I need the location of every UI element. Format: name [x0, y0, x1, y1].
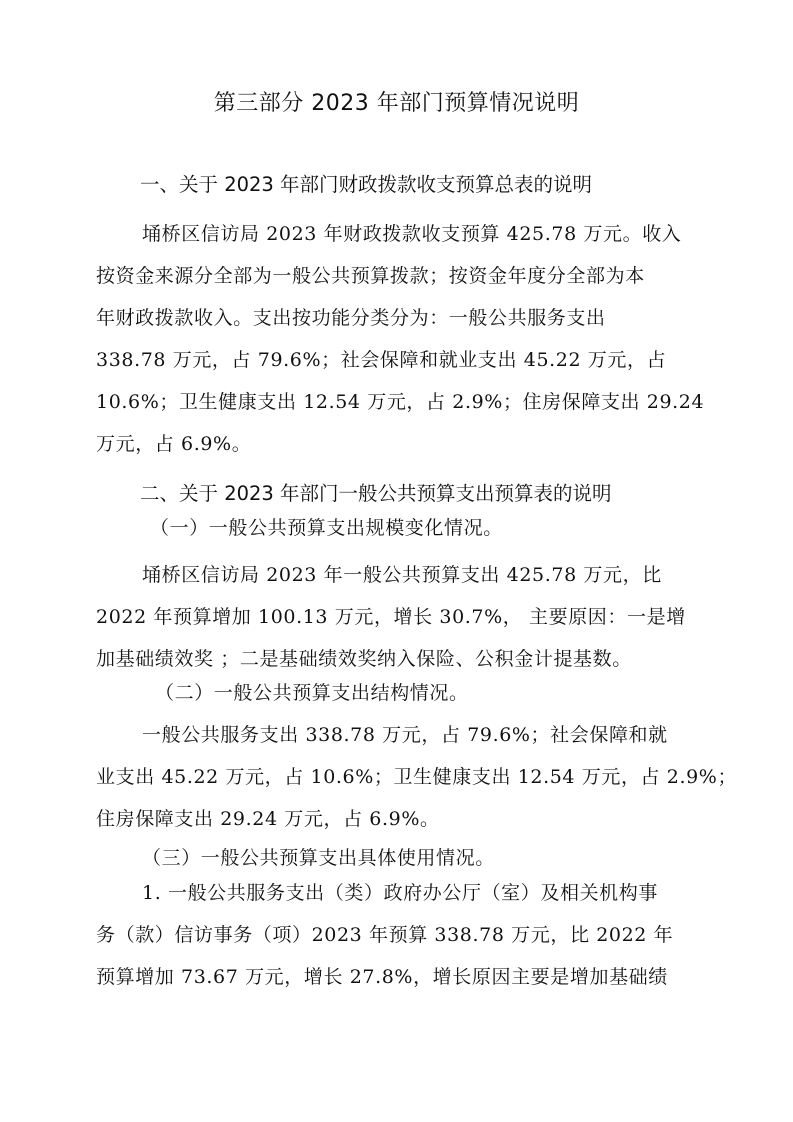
section1-line-5: 10.6%；卫生健康支出 12.54 万元，占 2.9%；住房保障支出 29.24 [96, 391, 705, 413]
section1-line-1: 埇桥区信访局 2023 年财政拨款收支预算 425.78 万元。收入 [142, 223, 682, 245]
sub-heading-2: （二）一般公共预算支出结构情况。 [155, 682, 469, 704]
para1-line-2: 2022 年预算增加 100.13 万元，增长 30.7%， 主要原因：一是增 [96, 606, 686, 628]
section1-heading: 一、关于 2023 年部门财政拨款收支预算总表的说明 [140, 173, 593, 196]
para2-line-2: 业支出 45.22 万元，占 10.6%；卫生健康支出 12.54 万元，占 2.9%； [96, 766, 738, 788]
para1-line-3: 加基础绩效奖 ；二是基础绩效奖纳入保险、公积金计提基数。 [96, 648, 632, 670]
section1-line-3: 年财政拨款收入。支出按功能分类分为：一般公共服务支出 [96, 307, 606, 329]
section1-line-4: 338.78 万元，占 79.6%；社会保障和就业支出 45.22 万元，占 [96, 349, 667, 371]
section1-line-6: 万元，占 6.9%。 [96, 433, 252, 455]
sub-heading-1: （一）一般公共预算支出规模变化情况。 [150, 517, 503, 539]
para3-line-3: 预算增加 73.67 万元，增长 27.8%，增长原因主要是增加基础绩 [96, 966, 668, 988]
para2-line-1: 一般公共服务支出 338.78 万元，占 79.6%；社会保障和就 [142, 724, 668, 746]
para2-line-3: 住房保障支出 29.24 万元，占 6.9%。 [96, 808, 440, 830]
sub-heading-3: （三）一般公共预算支出具体使用情况。 [142, 847, 495, 869]
section2-heading: 二、关于 2023 年部门一般公共预算支出预算表的说明 [140, 482, 612, 505]
page-title: 第三部分 2023 年部门预算情况说明 [213, 91, 580, 116]
para3-line-2: 务（款）信访事务（项）2023 年预算 338.78 万元，比 2022 年 [96, 924, 674, 946]
para1-line-1: 埇桥区信访局 2023 年一般公共预算支出 425.78 万元，比 [142, 564, 662, 586]
section1-line-2: 按资金来源分全部为一般公共预算拨款；按资金年度分全部为本 [96, 265, 645, 287]
para3-line-1: 1. 一般公共服务支出（类）政府办公厅（室）及相关机构事 [142, 882, 658, 904]
